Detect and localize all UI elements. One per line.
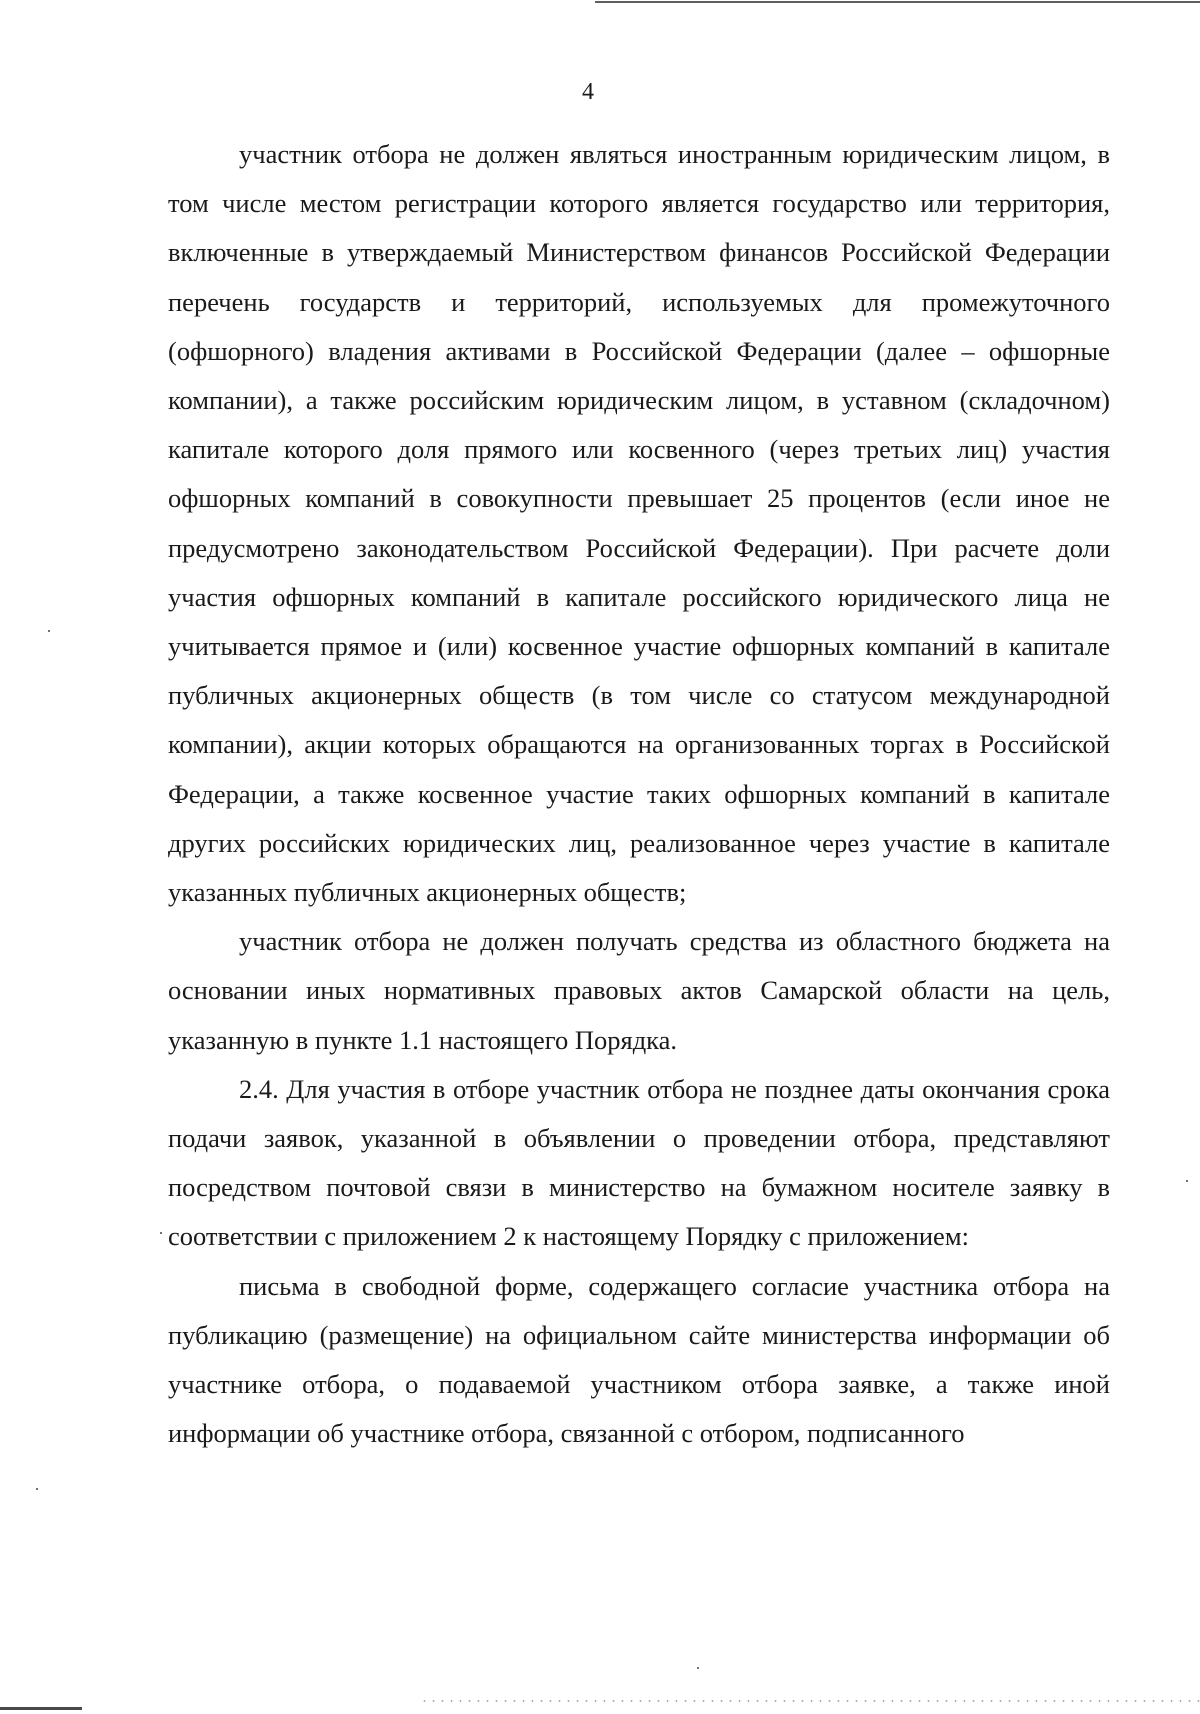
scan-speck	[48, 630, 50, 632]
scan-speck	[36, 1488, 38, 1490]
scan-speck	[160, 1232, 162, 1234]
page-number: 4	[582, 79, 594, 105]
paragraph-2-4-application: 2.4. Для участия в отборе участник отбора не позднее даты окончания срока подачи заявок, указанной в объявлении о проведении отбора, представляют посредством почтовой связи в министерство на бумажном носителе заявку в соответствии с приложением 2 к настоящему Порядку с приложением:	[168, 1073, 1110, 1252]
scan-edge-line-bottom	[0, 1707, 82, 1710]
paragraph-offshore-requirement: участник отбора не должен являться иностранным юридическим лицом, в том числе местом регистрации которого является государство или территория, включенные в утверждаемый Министерством финансов Российской Федерации перечень государств и территорий, используемых для промежуточного (офшорного) владения активами в Российской Федерации (далее – офшорные компании), а также российским юридическим лицом, в уставном (складочном) капитале которого доля прямого или косвенного (через третьих лиц) участия офшорных компаний в совокупности превышает 25 процентов (если иное не предусмотрено законодательством Российской Федерации). При расчете доли участия офшорных компаний в капитале российского юридического лица не учитывается прямое и (или) косвенное участие офшорных компаний в капитале публичных акционерных обществ (в том числе со статусом международной компании), акции которых обращаются на организованных торгах в Российской Федерации, а также косвенное участие таких офшорных компаний в капитале других российских юридических лиц, реализованное через участие в капитале указанных публичных акционерных обществ;	[168, 139, 1110, 908]
scan-speck	[1186, 1180, 1188, 1182]
scan-speck	[697, 1667, 699, 1669]
paragraph-consent-letter: письма в свободной форме, содержащего согласие участника отбора на публикацию (размещение) на официальном сайте министерства информации об участнике отбора, о подаваемой участником отбора заявке, а также иной информации об участнике отбора, связанной с отбором, подписанного	[168, 1270, 1110, 1449]
scan-edge-line-top	[595, 1, 1200, 3]
scan-edge-dots-bottom	[420, 1700, 1200, 1702]
paragraph-budget-requirement: участник отбора не должен получать средства из областного бюджета на основании иных нормативных правовых актов Самарской области на цель, указанную в пункте 1.1 настоящего Порядка.	[168, 926, 1110, 1055]
document-body	[168, 130, 1110, 1458]
